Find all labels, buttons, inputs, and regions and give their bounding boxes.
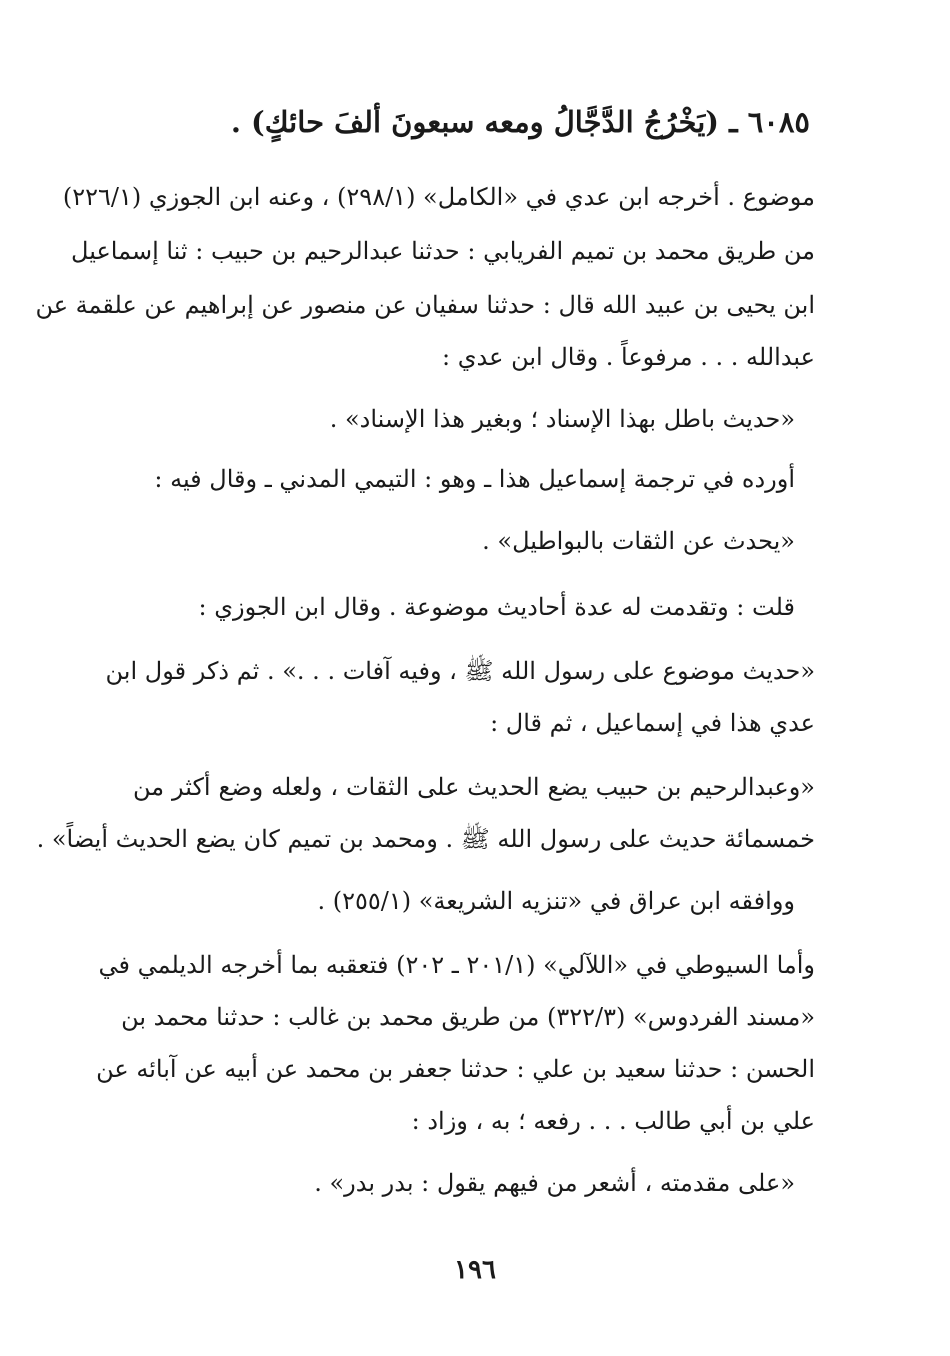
- text-line: من طريق محمد بن تميم الفريابي : حدثنا عبدالرحيم بن حبيب : ثنا إسماعيل: [71, 237, 815, 265]
- text-line: موضوع . أخرجه ابن عدي في «الكامل» (٢٩٨/١) ، وعنه ابن الجوزي (٢٢٦/١): [62, 183, 815, 211]
- quote-line: «وعبدالرحيم بن حبيب يضع الحديث على الثقات ، ولعله وضع أكثر من: [133, 773, 815, 801]
- page-number: ١٩٦: [454, 1255, 496, 1285]
- quote-line: «يحدث عن الثقات بالبواطيل» .: [482, 527, 795, 555]
- text-line: عبدالله . . . مرفوعاً . وقال ابن عدي :: [442, 343, 815, 371]
- text-line: ابن يحيى بن عبيد الله قال : حدثنا سفيان عن منصور عن إبراهيم عن علقمة عن: [35, 291, 815, 319]
- text-line: الحسن : حدثنا سعيد بن علي : حدثنا جعفر بن محمد عن أبيه عن آبائه عن: [96, 1055, 815, 1083]
- quote-line: خمسمائة حديث على رسول الله ﷺ . ومحمد بن تميم كان يضع الحديث أيضاً» .: [36, 825, 815, 853]
- quote-line: «على مقدمته ، أشعر من فيهم يقول : بدر بدر» .: [314, 1169, 795, 1197]
- text-line: عدي هذا في إسماعيل ، ثم قال :: [490, 709, 815, 737]
- hadith-heading: ٦٠٨٥ ـ (يَخْرُجُ الدَّجَّالُ ومعه سبعونَ ألفَ حائكٍ) .: [230, 105, 810, 139]
- text-line: قلت : وتقدمت له عدة أحاديث موضوعة . وقال ابن الجوزي :: [198, 593, 795, 621]
- text-line: علي بن أبي طالب . . . رفعه ؛ به ، وزاد :: [411, 1107, 815, 1135]
- quote-line: «حديث باطل بهذا الإسناد ؛ وبغير هذا الإسناد» .: [329, 405, 795, 433]
- text-line: وأما السيوطي في «اللآلي» (٢٠١/١ ـ ٢٠٢) فتعقبه بما أخرجه الديلمي في: [98, 951, 815, 979]
- text-line: أورده في ترجمة إسماعيل هذا ـ وهو : التيمي المدني ـ وقال فيه :: [154, 465, 795, 493]
- quote-line: «حديث موضوع على رسول الله ﷺ ، وفيه آفات . . .» . ثم ذكر قول ابن: [105, 657, 815, 685]
- text-line: ووافقه ابن عراق في «تنزيه الشريعة» (٢٥٥/١) .: [317, 887, 795, 915]
- text-line: «مسند الفردوس» (٣٢٢/٣) من طريق محمد بن غالب : حدثنا محمد بن: [121, 1003, 815, 1031]
